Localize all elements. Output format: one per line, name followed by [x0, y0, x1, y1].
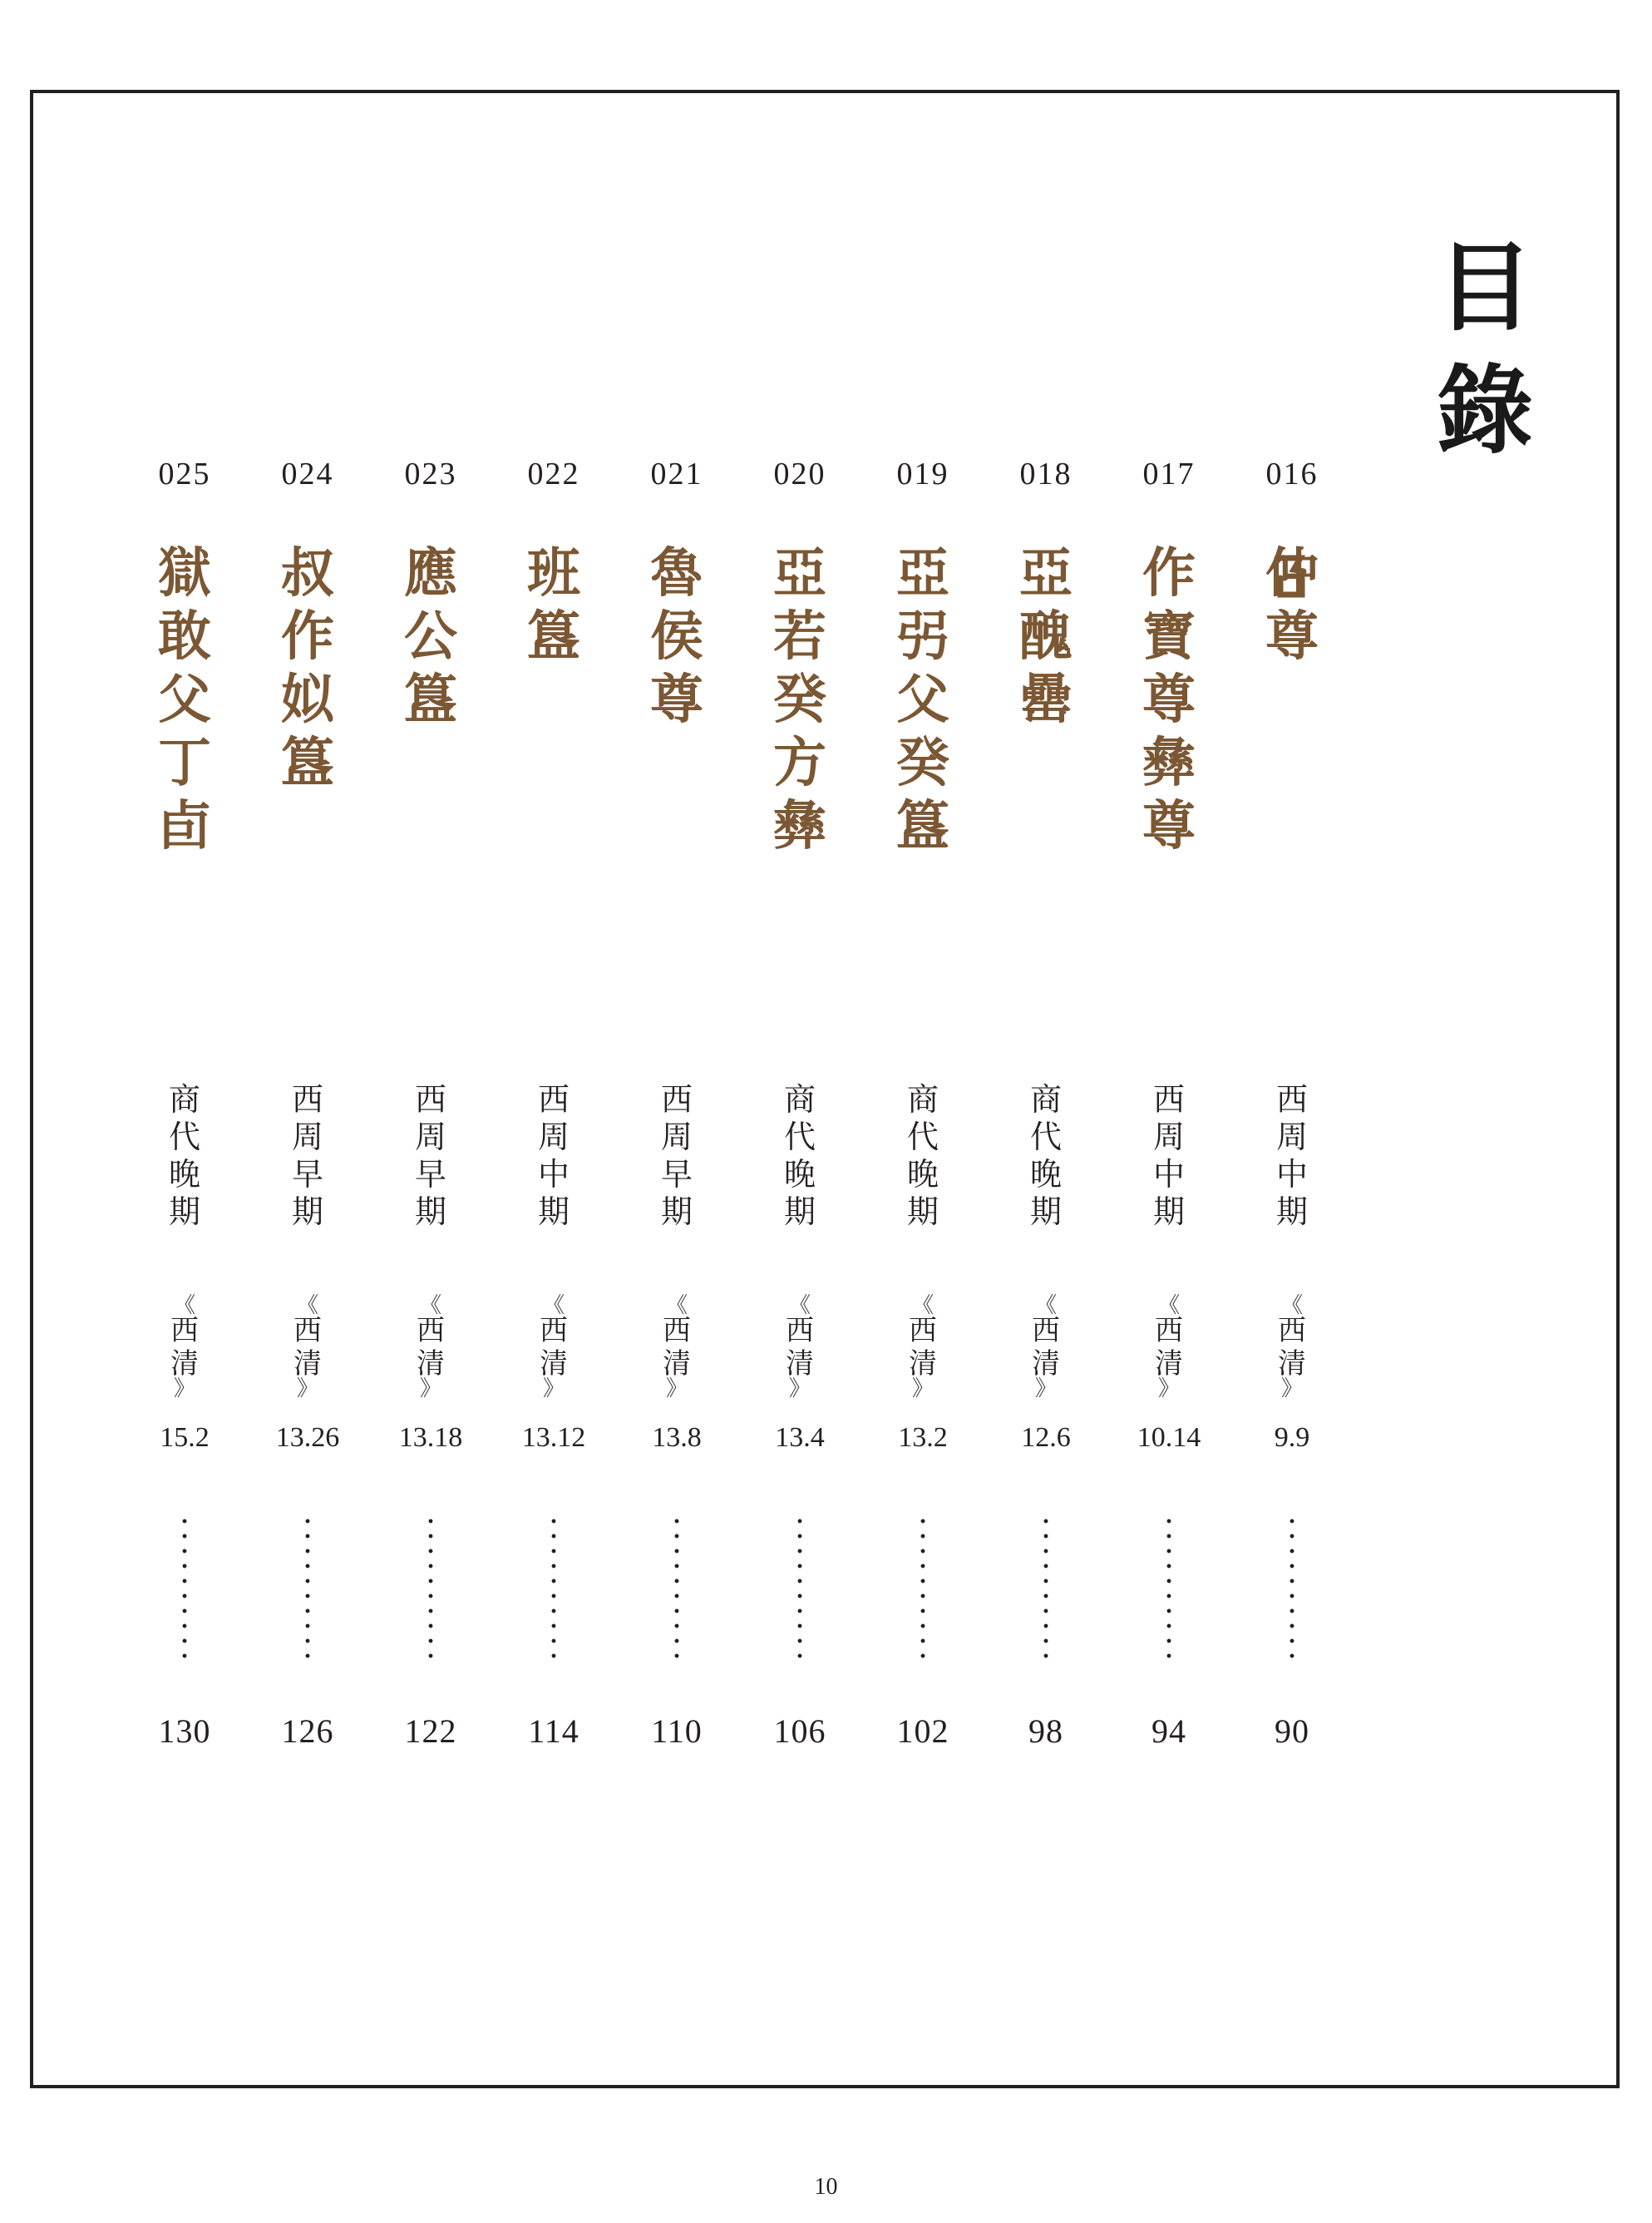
- period-char: 代: [783, 1119, 816, 1155]
- entry-source: [246, 1293, 369, 1401]
- source-char: 西: [1278, 1314, 1306, 1347]
- source-char: 清: [293, 1347, 322, 1381]
- entry-title-char: 彝: [773, 795, 826, 857]
- period-char: 西: [414, 1081, 446, 1118]
- page-title: [1435, 226, 1535, 472]
- entry-number: 016: [1265, 457, 1319, 492]
- source-char: 西: [1155, 1314, 1183, 1347]
- entry-page-number[interactable]: 122: [404, 1712, 457, 1750]
- period-char: 西: [660, 1081, 693, 1118]
- source-char: 西: [786, 1314, 814, 1347]
- entry-title-char: 丁: [158, 732, 211, 794]
- entry-title: [738, 542, 861, 858]
- source-bracket: 》: [665, 1376, 688, 1401]
- entry-title-char: 簋: [404, 669, 457, 731]
- entry-title-char: 尊: [1142, 795, 1196, 857]
- period-char: 周: [291, 1119, 323, 1155]
- source-char: 西: [540, 1314, 568, 1347]
- source-bracket: 》: [1280, 1376, 1303, 1401]
- period-char: 期: [1152, 1193, 1185, 1230]
- period-char: 早: [291, 1156, 323, 1193]
- source-char: 西: [663, 1314, 691, 1347]
- entry-title-char: 亞: [1019, 542, 1073, 605]
- dot-leader: [920, 1514, 925, 1663]
- source-char: 清: [540, 1347, 568, 1381]
- dot-leader: [551, 1514, 556, 1663]
- entry-title-char: 公: [404, 605, 457, 668]
- archaic-character-icon: [1269, 551, 1315, 597]
- entry-source: [1107, 1293, 1230, 1401]
- period-char: 期: [291, 1193, 323, 1230]
- entry-number: 024: [281, 457, 334, 492]
- entry-title: [1107, 542, 1230, 858]
- entry-source: [984, 1293, 1107, 1401]
- entry-title: [984, 542, 1107, 732]
- entry-number: 020: [773, 457, 826, 492]
- period-char: 早: [414, 1156, 446, 1193]
- source-char: 西: [170, 1314, 199, 1347]
- entry-page-number[interactable]: 130: [158, 1712, 211, 1750]
- entry-period: [861, 1081, 984, 1231]
- entry-number: 021: [650, 457, 703, 492]
- source-bracket: 《: [419, 1293, 441, 1318]
- toc-entry[interactable]: [984, 449, 1107, 1771]
- entry-title-char: 癸: [773, 669, 826, 731]
- source-bracket: 》: [1157, 1376, 1180, 1401]
- entry-title-char: 侯: [650, 605, 703, 668]
- entry-title: [492, 542, 615, 669]
- entry-page-number[interactable]: 114: [528, 1712, 579, 1750]
- entry-title: [1230, 542, 1354, 669]
- entry-title-char: 父: [158, 669, 211, 731]
- dot-leader: [797, 1514, 802, 1663]
- entry-source: [861, 1293, 984, 1401]
- period-char: 中: [1152, 1156, 1185, 1193]
- entry-title-char: 弜: [896, 605, 949, 668]
- entry-reference: 13.12: [521, 1422, 586, 1453]
- entry-title-char: 應: [404, 542, 457, 605]
- entry-source: [615, 1293, 738, 1401]
- entry-period: [1230, 1081, 1354, 1231]
- source-char: 清: [786, 1347, 814, 1381]
- entry-title: [123, 542, 246, 858]
- period-char: 期: [1275, 1193, 1308, 1230]
- entry-title-char: 獄: [158, 542, 211, 605]
- page-title-char: 目: [1437, 231, 1533, 344]
- entry-title-char: 尊: [650, 669, 703, 731]
- toc-entry[interactable]: [615, 449, 738, 1771]
- source-char: 清: [1155, 1347, 1183, 1381]
- entry-title-char: 方: [773, 732, 826, 794]
- source-bracket: 》: [1034, 1376, 1057, 1401]
- period-char: 商: [168, 1081, 200, 1118]
- entry-source: [1230, 1293, 1354, 1401]
- entry-title-char: 尊: [1142, 669, 1196, 731]
- toc-entry[interactable]: [1230, 449, 1354, 1771]
- period-char: 周: [1275, 1119, 1308, 1155]
- source-bracket: 》: [296, 1376, 318, 1401]
- entry-period: [738, 1081, 861, 1231]
- period-char: 西: [291, 1081, 323, 1118]
- entry-title-char: 尊: [1265, 605, 1319, 668]
- period-char: 晚: [168, 1156, 200, 1193]
- entry-page-number[interactable]: 90: [1275, 1712, 1309, 1750]
- entry-source: [738, 1293, 861, 1401]
- page-title-char: 錄: [1437, 354, 1533, 467]
- source-bracket: 》: [788, 1376, 811, 1401]
- source-bracket: 《: [542, 1293, 565, 1318]
- entry-title: [369, 542, 492, 732]
- entry-title-char: 父: [896, 669, 949, 731]
- entry-title-char: 作: [1142, 542, 1196, 605]
- period-char: 周: [414, 1119, 446, 1155]
- source-char: 西: [1032, 1314, 1060, 1347]
- entry-page-number[interactable]: 126: [281, 1712, 334, 1750]
- source-bracket: 》: [173, 1376, 195, 1401]
- entry-page-number[interactable]: 94: [1151, 1712, 1186, 1750]
- entry-title-char: 作: [281, 605, 334, 668]
- toc-entry[interactable]: [369, 449, 492, 1771]
- source-char: 清: [1278, 1347, 1306, 1381]
- source-char: 清: [663, 1347, 691, 1381]
- source-char: 西: [417, 1314, 445, 1347]
- source-char: 西: [293, 1314, 322, 1347]
- dot-leader: [1043, 1514, 1048, 1663]
- dot-leader: [674, 1514, 679, 1663]
- entry-source: [369, 1293, 492, 1401]
- period-char: 期: [414, 1193, 446, 1230]
- dot-leader: [1166, 1514, 1171, 1663]
- entry-title-char: 罍: [1019, 669, 1073, 731]
- period-char: 代: [168, 1119, 200, 1155]
- period-char: 期: [1029, 1193, 1062, 1230]
- entry-reference: 15.2: [160, 1422, 210, 1453]
- toc-entry[interactable]: [1107, 449, 1230, 1771]
- period-char: 西: [537, 1081, 570, 1118]
- source-bracket: 《: [173, 1293, 195, 1318]
- entry-title-char: 仲: [1265, 542, 1319, 605]
- period-char: 代: [1029, 1119, 1062, 1155]
- entry-page-number[interactable]: 110: [651, 1712, 703, 1750]
- toc-entry[interactable]: [738, 449, 861, 1771]
- toc-entry[interactable]: [123, 449, 246, 1771]
- entry-reference: 13.18: [398, 1422, 463, 1453]
- period-char: 周: [537, 1119, 570, 1155]
- entry-period: [369, 1081, 492, 1231]
- entry-reference: 13.4: [775, 1422, 825, 1453]
- entry-reference: 9.9: [1274, 1422, 1310, 1453]
- entry-title: [246, 542, 369, 795]
- source-bracket: 《: [788, 1293, 811, 1318]
- entry-reference: 13.2: [898, 1422, 948, 1453]
- period-char: 早: [660, 1156, 693, 1193]
- entry-number: 022: [527, 457, 580, 492]
- entry-period: [492, 1081, 615, 1231]
- source-char: 清: [170, 1347, 199, 1381]
- source-char: 清: [1032, 1347, 1060, 1381]
- entry-reference: 13.8: [652, 1422, 702, 1453]
- period-char: 晚: [1029, 1156, 1062, 1193]
- entry-source: [123, 1293, 246, 1401]
- source-char: 清: [909, 1347, 937, 1381]
- period-char: 晚: [906, 1156, 939, 1193]
- period-char: 商: [1029, 1081, 1062, 1118]
- period-char: 周: [1152, 1119, 1185, 1155]
- period-char: 中: [1275, 1156, 1308, 1193]
- period-char: 期: [783, 1193, 816, 1230]
- entry-title-char: 簋: [527, 605, 580, 668]
- entry-title-char: 魯: [650, 542, 703, 605]
- entry-period: [1107, 1081, 1230, 1231]
- source-bracket: 《: [1034, 1293, 1057, 1318]
- entry-period: [246, 1081, 369, 1231]
- entry-number: 025: [158, 457, 211, 492]
- source-bracket: 《: [911, 1293, 934, 1318]
- entry-page-number[interactable]: 102: [896, 1712, 949, 1750]
- source-char: 西: [909, 1314, 937, 1347]
- period-char: 期: [168, 1193, 200, 1230]
- period-char: 代: [906, 1119, 939, 1155]
- source-bracket: 》: [542, 1376, 565, 1401]
- period-char: 晚: [783, 1156, 816, 1193]
- entry-title-char: 敢: [158, 605, 211, 668]
- period-char: 期: [537, 1193, 570, 1230]
- source-char: 清: [417, 1347, 445, 1381]
- toc-entry[interactable]: [492, 449, 615, 1771]
- entry-number: 019: [896, 457, 949, 492]
- entry-title-char: 班: [527, 542, 580, 605]
- entry-reference: 13.26: [275, 1422, 340, 1453]
- source-bracket: 《: [665, 1293, 688, 1318]
- period-char: 西: [1275, 1081, 1308, 1118]
- dot-leader: [305, 1514, 310, 1663]
- dot-leader: [428, 1514, 433, 1663]
- toc-entry[interactable]: [861, 449, 984, 1771]
- source-bracket: 》: [911, 1376, 934, 1401]
- period-char: 期: [906, 1193, 939, 1230]
- period-char: 期: [660, 1193, 693, 1230]
- entry-title-char: 彝: [1142, 732, 1196, 794]
- source-bracket: 《: [1157, 1293, 1180, 1318]
- entry-source: [492, 1293, 615, 1401]
- entry-period: [615, 1081, 738, 1231]
- entry-title: [615, 542, 738, 732]
- entry-title-char: 癸: [896, 732, 949, 794]
- entry-title-char: 若: [773, 605, 826, 668]
- entry-number: 023: [404, 457, 457, 492]
- entry-title-char: 亞: [773, 542, 826, 605]
- dot-leader: [1290, 1514, 1294, 1663]
- entry-reference: 12.6: [1021, 1422, 1071, 1453]
- source-bracket: 》: [419, 1376, 441, 1401]
- entry-page-number[interactable]: 98: [1028, 1712, 1063, 1750]
- entry-title-char: 叔: [281, 542, 334, 605]
- period-char: 商: [906, 1081, 939, 1118]
- entry-title-char: 醜: [1019, 605, 1073, 668]
- entry-page-number[interactable]: 106: [773, 1712, 826, 1750]
- entry-title: [861, 542, 984, 858]
- entry-title-char: 簋: [896, 795, 949, 857]
- entry-title-char: 卣: [158, 795, 211, 857]
- entry-period: [123, 1081, 246, 1231]
- entry-number: 018: [1019, 457, 1073, 492]
- entry-title-char: 姒: [281, 669, 334, 731]
- period-char: 中: [537, 1156, 570, 1193]
- source-bracket: 《: [296, 1293, 318, 1318]
- period-char: 商: [783, 1081, 816, 1118]
- dot-leader: [182, 1514, 187, 1663]
- entry-period: [984, 1081, 1107, 1231]
- period-char: 西: [1152, 1081, 1185, 1118]
- source-bracket: 《: [1280, 1293, 1303, 1318]
- entry-number: 017: [1142, 457, 1196, 492]
- entry-reference: 10.14: [1137, 1422, 1201, 1453]
- toc-entry[interactable]: [246, 449, 369, 1771]
- page-folio: 10: [814, 2174, 838, 2200]
- entry-title-char: 簋: [281, 732, 334, 794]
- period-char: 周: [660, 1119, 693, 1155]
- entry-title-char: 寶: [1142, 605, 1196, 668]
- entry-title-char: 亞: [896, 542, 949, 605]
